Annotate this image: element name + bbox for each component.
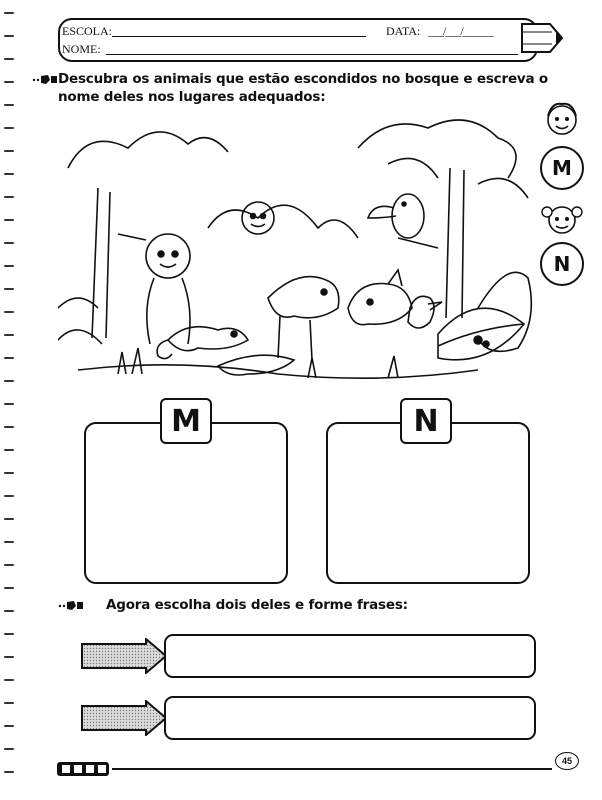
binding-mark xyxy=(4,725,14,727)
binding-mark xyxy=(4,58,14,60)
binding-mark xyxy=(4,127,14,129)
binding-mark xyxy=(4,219,14,221)
binding-mark xyxy=(4,610,14,612)
binding-mark xyxy=(4,334,14,336)
binding-mark xyxy=(4,104,14,106)
binding-mark xyxy=(4,633,14,635)
binding-mark xyxy=(4,380,14,382)
binding-mark xyxy=(4,311,14,313)
child-face-icon xyxy=(538,98,586,144)
arrow-icon xyxy=(80,638,170,674)
answer-box-m[interactable] xyxy=(84,422,288,584)
date-label: DATA: xyxy=(386,24,421,38)
binding-mark xyxy=(4,679,14,681)
binding-mark xyxy=(4,748,14,750)
binding-mark xyxy=(4,35,14,37)
side-letter-m: M xyxy=(540,146,584,190)
school-row xyxy=(60,22,536,40)
name-row xyxy=(60,40,536,58)
binding-mark xyxy=(4,702,14,704)
header-box xyxy=(58,18,538,62)
spiral-binding xyxy=(0,0,22,800)
publisher-logo-icon xyxy=(56,760,110,778)
side-letter-n: N xyxy=(540,242,584,286)
footer-line xyxy=(112,768,552,770)
instruction-2: Agora escolha dois deles e forme frases: xyxy=(106,597,408,613)
arrow-icon xyxy=(80,700,170,736)
letter-tab-n: N xyxy=(400,398,452,444)
binding-mark xyxy=(4,12,14,14)
binding-mark xyxy=(4,656,14,658)
binding-mark xyxy=(4,81,14,83)
hand-pointer-bullet-icon xyxy=(32,72,58,86)
page-number: 45 xyxy=(555,752,579,770)
answer-box-n[interactable] xyxy=(326,422,530,584)
school-label: ESCOLA: xyxy=(62,24,113,38)
binding-mark xyxy=(4,518,14,520)
sentence-field-2[interactable] xyxy=(164,696,536,740)
hand-pointer-bullet-icon xyxy=(58,598,84,612)
binding-mark xyxy=(4,173,14,175)
binding-mark xyxy=(4,265,14,267)
binding-mark xyxy=(4,541,14,543)
sentence-row-2 xyxy=(80,696,534,740)
binding-mark xyxy=(4,196,14,198)
binding-mark xyxy=(4,472,14,474)
sentence-field-1[interactable] xyxy=(164,634,536,678)
binding-mark xyxy=(4,495,14,497)
binding-mark xyxy=(4,403,14,405)
sentence-row-1 xyxy=(80,634,534,678)
binding-mark xyxy=(4,564,14,566)
instruction-1: Descubra os animais que estão escondidos no bosque e escreva o nome deles nos lugares adequados: xyxy=(58,71,548,105)
binding-mark xyxy=(4,150,14,152)
binding-mark xyxy=(4,426,14,428)
forest-animals-illustration xyxy=(58,108,538,390)
binding-mark xyxy=(4,771,14,773)
letter-tab-m: M xyxy=(160,398,212,444)
school-field[interactable] xyxy=(112,36,366,37)
name-field[interactable] xyxy=(106,54,518,55)
binding-mark xyxy=(4,242,14,244)
child-face-icon xyxy=(538,198,586,238)
date-field[interactable]: ___/___/______ xyxy=(428,24,493,38)
binding-mark xyxy=(4,357,14,359)
pencil-icon xyxy=(520,18,564,58)
name-label: NOME: xyxy=(62,42,101,56)
binding-mark xyxy=(4,288,14,290)
binding-mark xyxy=(4,449,14,451)
binding-mark xyxy=(4,587,14,589)
